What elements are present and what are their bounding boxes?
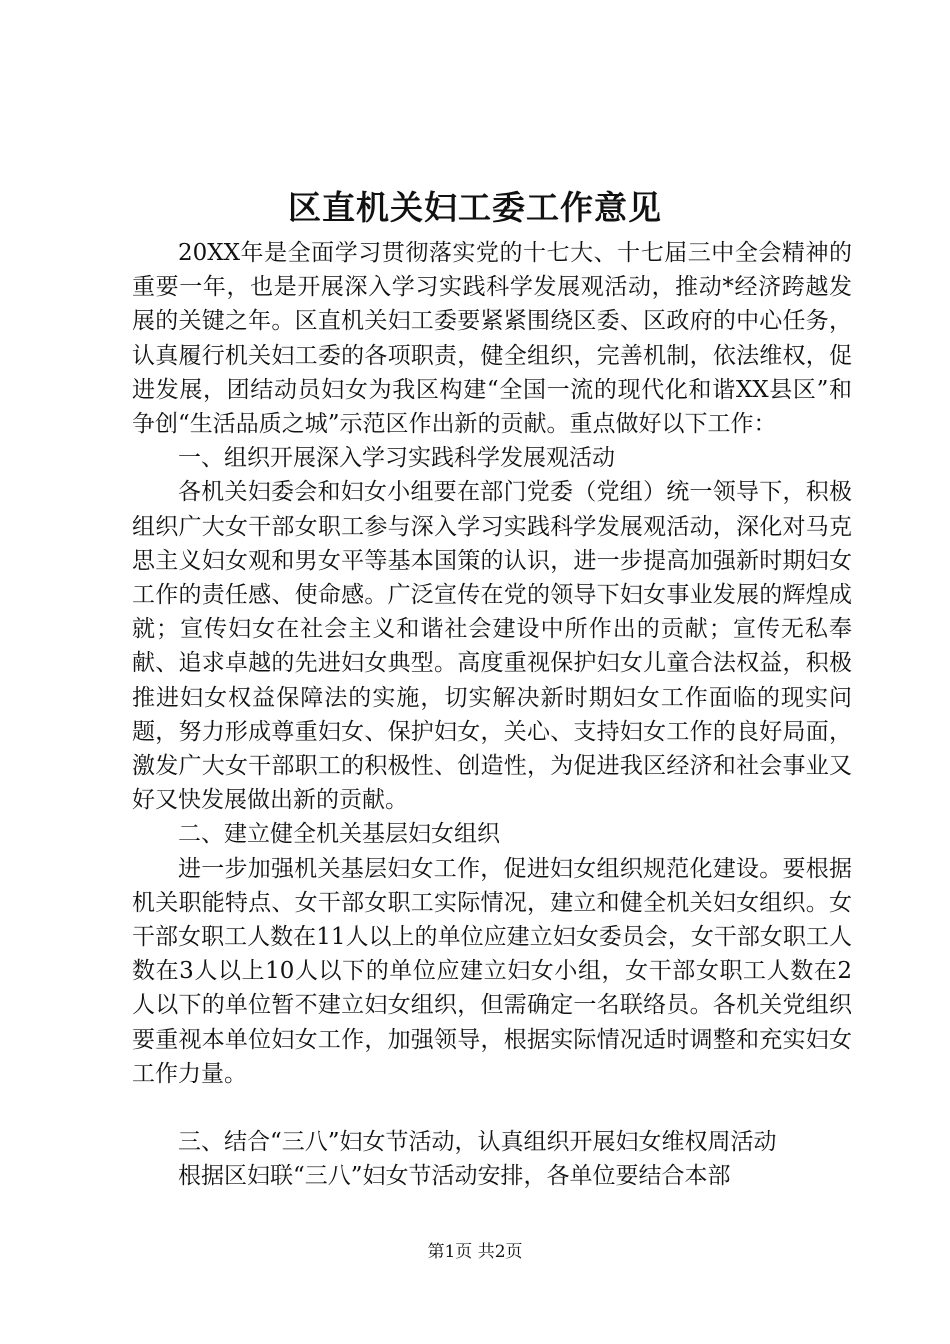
document-body [132,236,852,1194]
section-paragraph-1: 各机关妇委会和妇女小组要在部门党委（党组）统一领导下，积极组织广大女干部女职工参与深入学习实践科学发展观活动，深化对马克思主义妇女观和男女平等基本国策的认识，进一步提高加强新时期妇女工作的责任感、使命感。广泛宣传在党的领导下妇女事业发展的辉煌成就；宣传妇女在社会主义和谐社会建设中所作出的贡献；宣传无私奉献、追求卓越的先进妇女典型。高度重视保护妇女儿童合法权益，积极推进妇女权益保障法的实施，切实解决新时期妇女工作面临的现实问题，努力形成尊重妇女、保护妇女，关心、支持妇女工作的良好局面，激发广大女干部职工的积极性、创造性，为促进我区经济和社会事业又好又快发展做出新的贡献。 [132,479,852,814]
section-heading-3: 三、结合“三八”妇女节活动，认真组织开展妇女维权周活动 [178,1129,777,1156]
section-paragraph-2: 进一步加强机关基层妇女工作，促进妇女组织规范化建设。要根据机关职能特点、女干部女职工实际情况，建立和健全机关妇女组织。女干部女职工人数在11人以上的单位应建立妇女委员会，女干部女职工人数在3人以上10人以下的单位应建立妇女小组，女干部女职工人数在2人以下的单位暂不建立妇女组织，但需确定一名联络员。各机关党组织要重视本单位妇女工作，加强领导，根据实际情况适时调整和充实妇女工作力量。 [132,855,852,1087]
section-heading-2: 二、建立健全机关基层妇女组织 [178,821,500,848]
document-title: 区直机关妇工委工作意见 [288,188,662,227]
page-footer: 第1页 共2页 [427,1242,523,1262]
section-paragraph-3: 根据区妇联“三八”妇女节活动安排，各单位要结合本部 [178,1163,731,1190]
section-heading-1: 一、组织开展深入学习实践科学发展观活动 [178,445,615,472]
intro-paragraph: 20XX年是全面学习贯彻落实党的十七大、十七届三中全会精神的重要一年，也是开展深入学习实践科学发展观活动，推动*经济跨越发展的关键之年。区直机关妇工委要紧紧围绕区委、区政府的中心任务，认真履行机关妇工委的各项职责，健全组织，完善机制，依法维权，促进发展，团结动员妇女为我区构建“全国一流的现代化和谐XX县区”和争创“生活品质之城”示范区作出新的贡献。重点做好以下工作： [132,240,852,438]
